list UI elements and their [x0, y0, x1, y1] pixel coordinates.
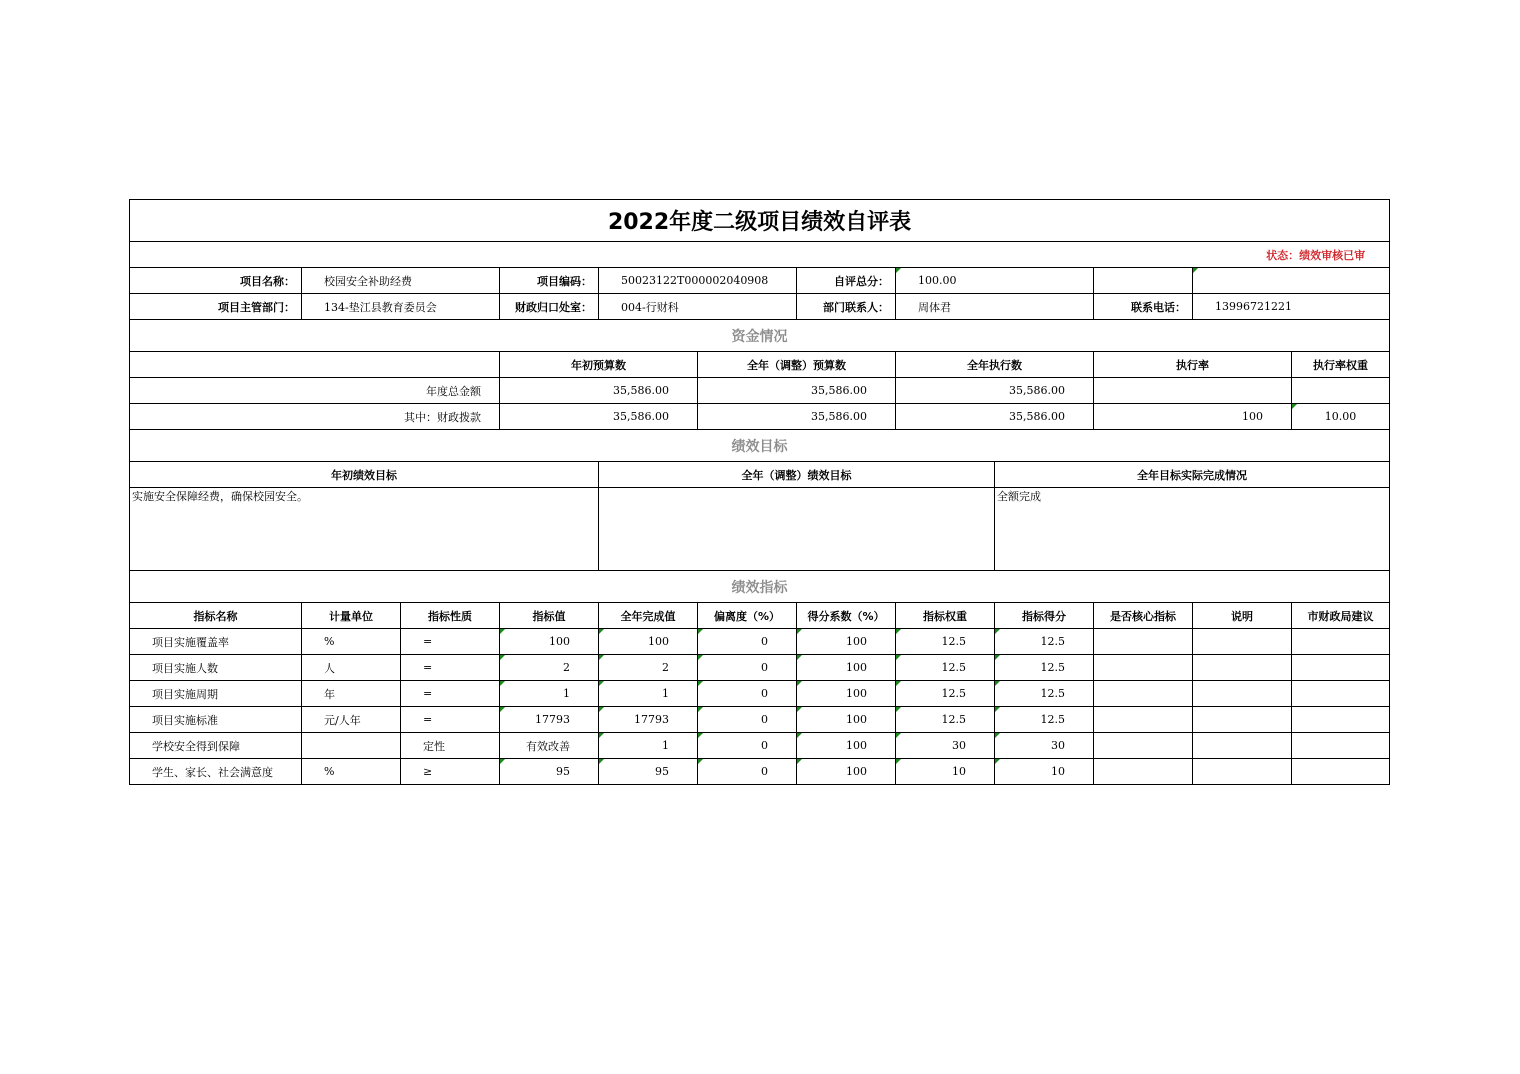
indicator-score: 12.5 [995, 707, 1094, 733]
indicator-coefficient: 100 [797, 681, 896, 707]
indicators-section-title: 绩效指标 [130, 571, 1390, 603]
indicator-note [1193, 681, 1292, 707]
project-name-label: 项目名称： [130, 268, 302, 294]
funds-rate [1094, 378, 1292, 404]
indicator-done: 95 [599, 759, 698, 785]
funds-executed: 35,586.00 [896, 378, 1094, 404]
indicator-score: 10 [995, 759, 1094, 785]
table-row [130, 733, 1390, 759]
finance-office-label: 财政归口处室： [500, 294, 599, 320]
indicator-deviation: 0 [698, 733, 797, 759]
project-name-value: 校园安全补助经费 [302, 268, 500, 294]
column-header: 指标权重 [896, 603, 995, 629]
column-header: 年初预算数 [500, 352, 698, 378]
column-header: 执行率权重 [1292, 352, 1390, 378]
indicator-suggestion [1292, 629, 1390, 655]
table-row [130, 707, 1390, 733]
table-row [130, 629, 1390, 655]
indicator-done: 1 [599, 681, 698, 707]
indicator-unit: 人 [302, 655, 401, 681]
column-header: 执行率 [1094, 352, 1292, 378]
indicator-value: 95 [500, 759, 599, 785]
status-badge: 状态：绩效审核已审 [130, 242, 1390, 268]
indicator-weight: 10 [896, 759, 995, 785]
indicator-suggestion [1292, 655, 1390, 681]
empty-cell [1094, 268, 1193, 294]
indicator-weight: 12.5 [896, 655, 995, 681]
indicator-unit [302, 733, 401, 759]
indicator-nature: = [401, 655, 500, 681]
indicator-weight: 30 [896, 733, 995, 759]
column-header: 指标值 [500, 603, 599, 629]
table-row [130, 655, 1390, 681]
indicator-weight: 12.5 [896, 629, 995, 655]
indicator-deviation: 0 [698, 629, 797, 655]
dept-label: 项目主管部门： [130, 294, 302, 320]
indicator-suggestion [1292, 733, 1390, 759]
empty-cell [1193, 268, 1390, 294]
column-header: 得分系数（%） [797, 603, 896, 629]
page-title: 2022年度二级项目绩效自评表 [130, 200, 1390, 242]
info-row-1 [130, 268, 1390, 294]
indicator-value: 100 [500, 629, 599, 655]
funds-weight: 10.00 [1292, 404, 1390, 430]
indicator-name: 项目实施覆盖率 [130, 629, 302, 655]
column-header: 市财政局建议 [1292, 603, 1390, 629]
column-header: 是否核心指标 [1094, 603, 1193, 629]
indicator-name: 学生、家长、社会满意度 [130, 759, 302, 785]
indicator-core [1094, 681, 1193, 707]
adjusted-goal-text [599, 488, 995, 571]
dept-value: 134-垫江县教育委员会 [302, 294, 500, 320]
funds-adjusted: 35,586.00 [698, 378, 896, 404]
contact-label: 部门联系人： [797, 294, 896, 320]
funds-header-row [130, 352, 1390, 378]
column-header: 指标名称 [130, 603, 302, 629]
indicator-score: 30 [995, 733, 1094, 759]
self-score-label: 自评总分： [797, 268, 896, 294]
indicator-suggestion [1292, 759, 1390, 785]
table-row [130, 759, 1390, 785]
indicator-coefficient: 100 [797, 655, 896, 681]
funds-row-label: 其中：财政拨款 [130, 404, 500, 430]
phone-label: 联系电话： [1094, 294, 1193, 320]
indicator-done: 1 [599, 733, 698, 759]
indicator-value: 1 [500, 681, 599, 707]
indicator-note [1193, 733, 1292, 759]
goals-section-title: 绩效目标 [130, 430, 1390, 462]
indicator-coefficient: 100 [797, 629, 896, 655]
column-header: 全年执行数 [896, 352, 1094, 378]
indicator-core [1094, 629, 1193, 655]
phone-value: 13996721221 [1193, 294, 1390, 320]
funds-adjusted: 35,586.00 [698, 404, 896, 430]
evaluation-table [129, 199, 1390, 785]
indicator-deviation: 0 [698, 681, 797, 707]
indicator-note [1193, 707, 1292, 733]
indicator-nature: ≥ [401, 759, 500, 785]
funds-initial: 35,586.00 [500, 404, 698, 430]
indicator-score: 12.5 [995, 681, 1094, 707]
column-header: 年初绩效目标 [130, 462, 599, 488]
indicator-unit: % [302, 629, 401, 655]
info-row-2 [130, 294, 1390, 320]
column-header: 指标得分 [995, 603, 1094, 629]
funds-section-title: 资金情况 [130, 320, 1390, 352]
indicator-name: 项目实施周期 [130, 681, 302, 707]
funds-row-label: 年度总金额 [130, 378, 500, 404]
indicator-unit: 元/人年 [302, 707, 401, 733]
indicator-nature: = [401, 707, 500, 733]
indicator-score: 12.5 [995, 629, 1094, 655]
indicator-suggestion [1292, 707, 1390, 733]
funds-weight [1292, 378, 1390, 404]
indicator-nature: = [401, 629, 500, 655]
column-header: 说明 [1193, 603, 1292, 629]
indicator-nature: 定性 [401, 733, 500, 759]
project-code-value: 50023122T000002040908 [599, 268, 797, 294]
column-header: 偏离度（%） [698, 603, 797, 629]
indicator-core [1094, 733, 1193, 759]
column-header: 全年（调整）绩效目标 [599, 462, 995, 488]
indicator-value: 2 [500, 655, 599, 681]
indicator-nature: = [401, 681, 500, 707]
empty-cell [130, 352, 500, 378]
indicator-note [1193, 655, 1292, 681]
indicator-value: 17793 [500, 707, 599, 733]
initial-goal-text: 实施安全保障经费，确保校园安全。 [130, 488, 599, 571]
column-header: 指标性质 [401, 603, 500, 629]
funds-rate: 100 [1094, 404, 1292, 430]
evaluation-sheet [129, 199, 1389, 785]
indicator-deviation: 0 [698, 655, 797, 681]
indicator-coefficient: 100 [797, 733, 896, 759]
indicator-weight: 12.5 [896, 681, 995, 707]
indicator-name: 学校安全得到保障 [130, 733, 302, 759]
indicator-coefficient: 100 [797, 707, 896, 733]
column-header: 全年目标实际完成情况 [995, 462, 1390, 488]
indicator-unit: % [302, 759, 401, 785]
indicator-core [1094, 759, 1193, 785]
finance-office-value: 004-行财科 [599, 294, 797, 320]
contact-value: 周体君 [896, 294, 1094, 320]
goals-header-row [130, 462, 1390, 488]
column-header: 计量单位 [302, 603, 401, 629]
goals-content-row [130, 488, 1390, 571]
indicator-suggestion [1292, 681, 1390, 707]
column-header: 全年（调整）预算数 [698, 352, 896, 378]
table-row [130, 378, 1390, 404]
table-row [130, 404, 1390, 430]
table-row [130, 681, 1390, 707]
indicator-done: 17793 [599, 707, 698, 733]
indicator-core [1094, 655, 1193, 681]
indicator-core [1094, 707, 1193, 733]
indicator-done: 100 [599, 629, 698, 655]
funds-executed: 35,586.00 [896, 404, 1094, 430]
indicator-note [1193, 629, 1292, 655]
indicator-score: 12.5 [995, 655, 1094, 681]
indicator-deviation: 0 [698, 759, 797, 785]
indicator-name: 项目实施标准 [130, 707, 302, 733]
indicators-header-row [130, 603, 1390, 629]
project-code-label: 项目编码： [500, 268, 599, 294]
indicator-done: 2 [599, 655, 698, 681]
indicator-name: 项目实施人数 [130, 655, 302, 681]
indicator-coefficient: 100 [797, 759, 896, 785]
funds-initial: 35,586.00 [500, 378, 698, 404]
indicator-note [1193, 759, 1292, 785]
column-header: 全年完成值 [599, 603, 698, 629]
indicator-deviation: 0 [698, 707, 797, 733]
indicator-unit: 年 [302, 681, 401, 707]
indicator-weight: 12.5 [896, 707, 995, 733]
indicator-value: 有效改善 [500, 733, 599, 759]
actual-completion-text: 全额完成 [995, 488, 1390, 571]
self-score-value: 100.00 [896, 268, 1094, 294]
